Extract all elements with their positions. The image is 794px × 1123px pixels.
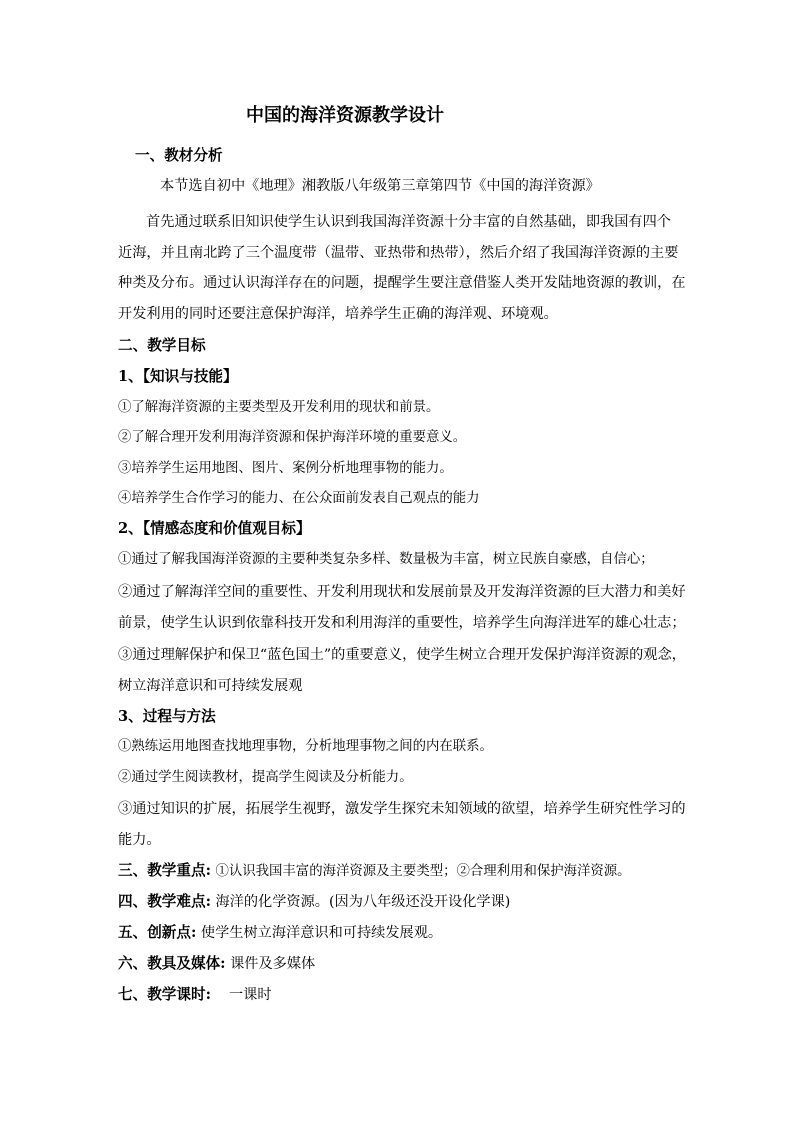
section-5-label: 五、创新点: [118, 924, 197, 941]
section-1-paragraph-2-line-2: 近海，并且南北跨了三个温度带（温带、亚热带和热带），然后介绍了我国海洋资源的主要 [118, 245, 679, 261]
section-3-text: ①认识我国丰富的海洋资源及主要类型；②合理利用和保护海洋资源。 [215, 864, 631, 879]
objective-process-2: ②通过学生阅读教材，提高学生阅读及分析能力。 [118, 770, 413, 785]
objective-process-3-line-2: 能力。 [118, 832, 161, 848]
section-3-label: 三、教学重点: [118, 862, 211, 879]
objective-emotion-2-line-2: 前景，使学生认识到依靠科技开发和利用海洋的重要性，培养学生向海洋进军的雄心壮志； [118, 615, 686, 631]
objective-emotion-2-line-1: ②通过了解海洋空间的重要性、开发利用现状和发展前景及开发海洋资源的巨大潜力和美好 [118, 584, 686, 600]
objective-knowledge-2: ②了解合理开发利用海洋资源和保护海洋环境的重要意义。 [118, 430, 467, 445]
section-2-sub-3-heading: 3、过程与方法 [118, 708, 216, 725]
objective-process-3-line-1: ③通过知识的扩展，拓展学生视野，激发学生探究未知领域的欲望，培养学生研究性学习的 [118, 801, 686, 817]
section-4-text: 海洋的化学资源。(因为八年级还没开设化学课) [215, 894, 511, 910]
section-2-sub-2-heading: 2、【情感态度和价值观目标】 [118, 520, 311, 537]
section-7-label: 七、教学课时: [118, 986, 211, 1003]
objective-knowledge-1: ①了解海洋资源的主要类型及开发利用的现状和前景。 [118, 400, 440, 415]
section-5-row [118, 923, 678, 943]
page-title: 中国的海洋资源教学设计 [246, 105, 444, 126]
section-5-text: 使学生树立海洋意识和可持续发展观。 [200, 925, 443, 941]
section-6-row [118, 954, 678, 974]
section-1-paragraph-1: 本节选自初中《地理》湘教版八年级第三章第四节《中国的海洋资源》 [160, 178, 600, 194]
objective-process-1: ①熟练运用地图查找地理事物，分析地理事物之间的内在联系。 [118, 739, 493, 754]
objective-knowledge-3: ③培养学生运用地图、图片、案例分析地理事物的能力。 [118, 461, 453, 476]
section-1-heading: 一、教材分析 [135, 147, 223, 164]
section-2-heading: 二、教学目标 [118, 337, 206, 354]
objective-emotion-3-line-1: ③通过理解保护和保卫“蓝色国土”的重要意义，使学生树立合理开发保护海洋资源的观念， [118, 647, 686, 663]
section-7-row [118, 985, 678, 1005]
section-2-sub-1-heading: 1、【知识与技能】 [118, 368, 238, 385]
section-7-text: 一课时 [210, 987, 272, 1003]
section-4-row [118, 892, 678, 912]
objective-emotion-1: ①通过了解我国海洋资源的主要种类复杂多样、数量极为丰富，树立民族自豪感，自信心； [118, 552, 654, 567]
section-4-label: 四、教学难点: [118, 893, 211, 910]
section-1-paragraph-2-line-4: 开发利用的同时还要注意保护海洋，培养学生正确的海洋观、环境观。 [118, 306, 558, 322]
section-6-label: 六、教具及媒体: [118, 955, 226, 972]
section-3-row [118, 861, 678, 882]
objective-knowledge-4: ④培养学生合作学习的能力、在公众面前发表自己观点的能力 [118, 491, 480, 506]
section-6-text: 课件及多媒体 [230, 956, 316, 972]
objective-emotion-3-line-2: 树立海洋意识和可持续发展观 [118, 678, 303, 694]
section-1-paragraph-2-line-3: 种类及分布。通过认识海洋存在的问题，提醒学生要注意借鉴人类开发陆地资源的教训，在 [118, 275, 686, 291]
section-1-paragraph-2-line-1: 首先通过联系旧知识使学生认识到我国海洋资源十分丰富的自然基础，即我国有四个 [146, 214, 671, 230]
